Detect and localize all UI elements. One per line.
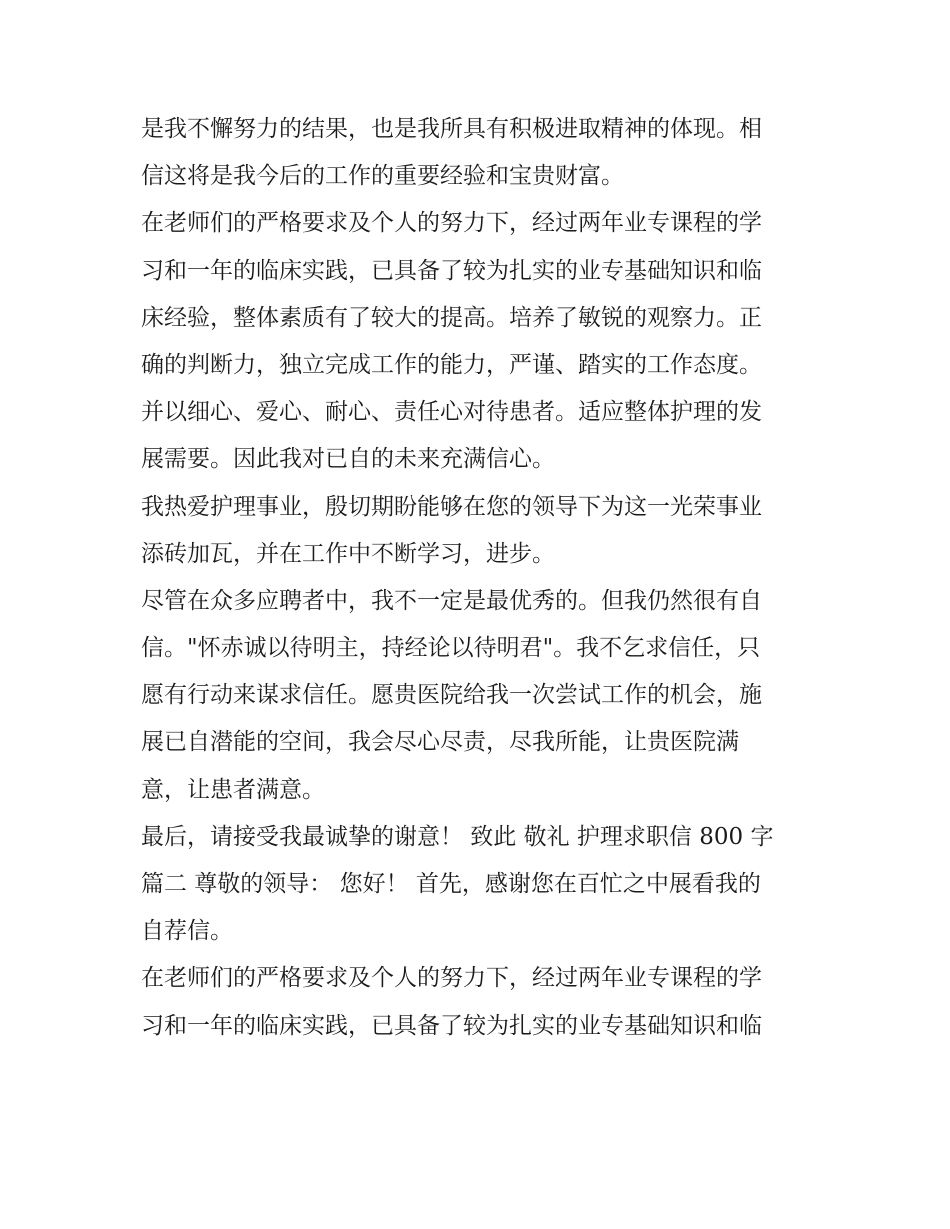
text-line: 尽管在众多应聘者中，我不一定是最优秀的。但我仍然很有自 (141, 587, 762, 614)
text-line: 并以细心、爱心、耐心、责任心对待患者。适应整体护理的发 (141, 399, 762, 426)
text-line: 在老师们的严格要求及个人的努力下，经过两年业专课程的学 (141, 965, 762, 992)
text-line: 最后，请接受我最诚挚的谢意！ 致此 敬礼 护理求职信 800 字 (141, 823, 774, 850)
text-line: 我热爱护理事业，殷切期盼能够在您的领导下为这一光荣事业 (141, 493, 762, 520)
text-line: 展需要。因此我对已自的未来充满信心。 (141, 446, 555, 473)
text-line: 在老师们的严格要求及个人的努力下，经过两年业专课程的学 (141, 210, 762, 237)
text-line: 是我不懈努力的结果，也是我所具有积极进取精神的体现。相 (141, 116, 762, 142)
body-text (141, 110, 813, 1054)
text-line: 信这将是我今后的工作的重要经验和宝贵财富。 (141, 163, 624, 190)
text-line: 床经验，整体素质有了较大的提高。培养了敏锐的观察力。正 (141, 304, 762, 331)
text-line: 愿有行动来谋求信任。愿贵医院给我一次尝试工作的机会，施 (141, 682, 762, 709)
text-line: 展已自潜能的空间，我会尽心尽责，尽我所能，让贵医院满 (141, 729, 739, 756)
text-line: 自荐信。 (141, 918, 233, 945)
text-line: 意，让患者满意。 (141, 776, 325, 803)
text-line: 添砖加瓦，并在工作中不断学习，进步。 (141, 540, 555, 567)
text-line: 确的判断力，独立完成工作的能力，严谨、踏实的工作态度。 (141, 351, 762, 378)
text-line: 习和一年的临床实践，已具备了较为扎实的业专基础知识和临 (141, 1012, 762, 1039)
text-line: 习和一年的临床实践，已具备了较为扎实的业专基础知识和临 (141, 257, 762, 284)
text-line: 信。"怀赤诚以待明主，持经论以待明君"。我不乞求信任，只 (141, 635, 761, 662)
text-line: 篇二 尊敬的领导： 您好！ 首先，感谢您在百忙之中展看我的 (141, 871, 761, 897)
